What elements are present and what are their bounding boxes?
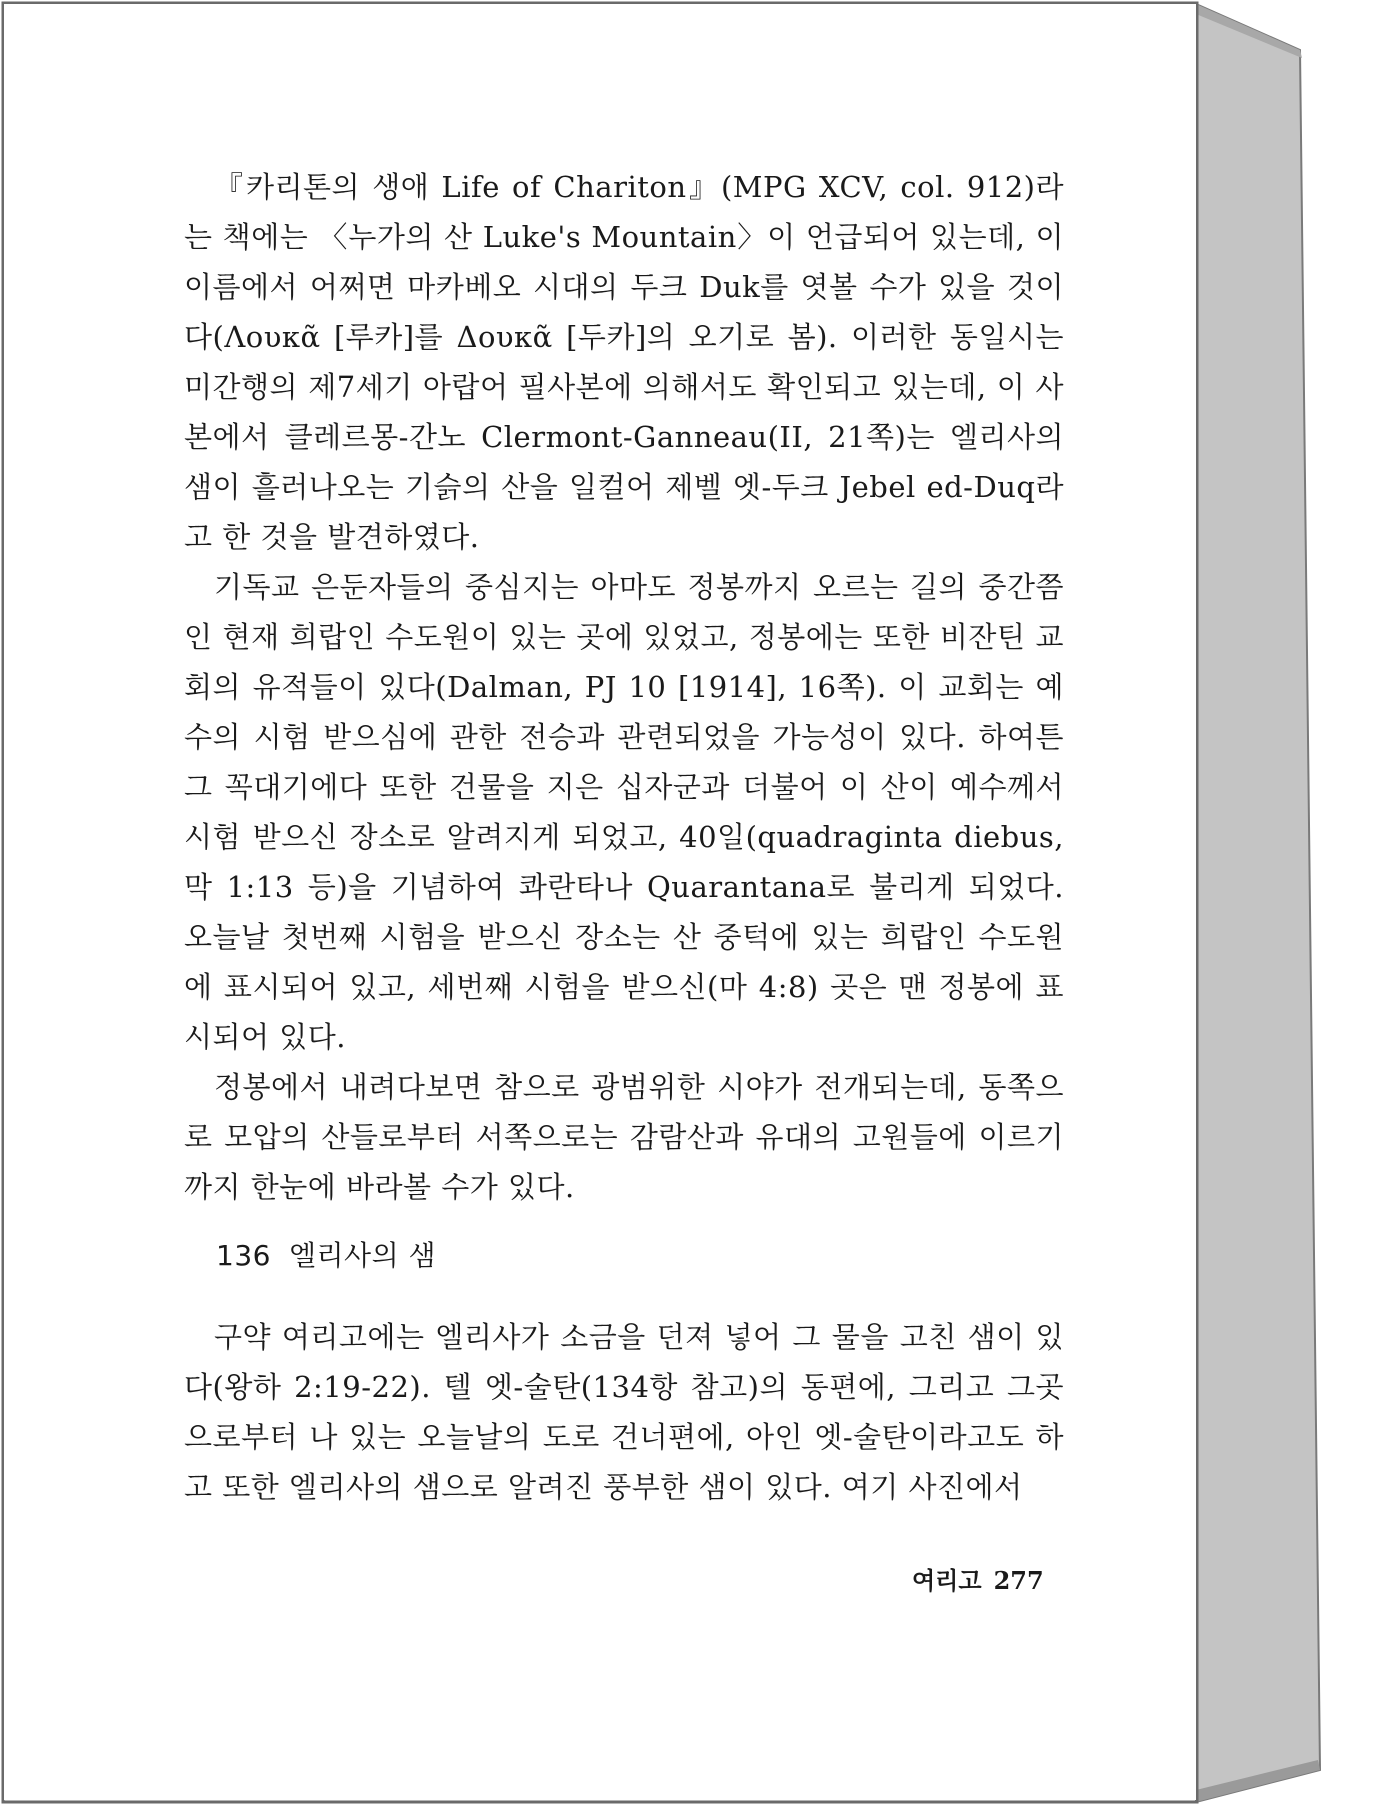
- section-number: 136: [216, 1239, 271, 1272]
- paragraph-2: 기독교 은둔자들의 중심지는 아마도 정봉까지 오르는 길의 중간쯤인 현재 희랍인 수도원이 있는 곳에 있었고, 정봉에는 또한 비잔틴 교회의 유적들이 있다(Dalman, PJ 10 [1914], 16쪽). 이 교회는 예수의 시험 받으심에 관한 전승과 관련되었을 가능성이 있다. 하여튼 그 꼭대기에다 또한 건물을 지은 십자군과 더불어 이 산이 예수께서 시험 받으신 장소로 알려지게 되었고, 40일(quadraginta diebus, 막 1:13 등)을 기념하여 콰란타나 Quarantana로 불리게 되었다. 오늘날 첫번째 시험을 받으신 장소는 산 중턱에 있는 희랍인 수도원에 표시되어 있고, 세번째 시험을 받으신(마 4:8) 곳은 맨 정봉에 표시되어 있다.: [184, 570, 1064, 1054]
- running-title: 여리고: [912, 1567, 982, 1595]
- paragraph-1: 『카리톤의 생애 Life of Chariton』(MPG XCV, col. 912)라는 책에는 〈누가의 산 Luke's Mountain〉이 언급되어 있는데, 이 이름에서 어쩌면 마카베오 시대의 두크 Duk를 엿볼 수가 있을 것이다(Λουκᾶ [루카]를 Δουκᾶ [두카]의 오기로 봄). 이러한 동일시는 미간행의 제7세기 아랍어 필사본에 의해서도 확인되고 있는데, 이 사본에서 클레르몽-간노 Clermont-Ganneau(II, 21쪽)는 엘리사의 샘이 흘러나오는 기슭의 산을 일컬어 제벨 엣-두크 Jebel ed-Duq라고 한 것을 발견하였다.: [184, 170, 1064, 554]
- page-footer: [912, 1563, 1044, 1599]
- body-text: [184, 162, 1064, 1212]
- section-body-text: [184, 1312, 1064, 1512]
- section-paragraph-1: 구약 여리고에는 엘리사가 소금을 던져 넣어 그 물을 고친 샘이 있다(왕하 2:19-22). 텔 엣-술탄(134항 참고)의 동편에, 그리고 그곳으로부터 나 있는 오늘날의 도로 건너편에, 아인 엣-술탄이라고도 하고 또한 엘리사의 샘으로 알려진 풍부한 샘이 있다. 여기 사진에서: [184, 1320, 1064, 1504]
- page: [4, 4, 1196, 1800]
- page-number: 277: [993, 1566, 1044, 1595]
- section-title: 엘리사의 샘: [288, 1239, 437, 1272]
- section-heading: [216, 1236, 436, 1276]
- paragraph-3: 정봉에서 내려다보면 참으로 광범위한 시야가 전개되는데, 동쪽으로 모압의 산들로부터 서쪽으로는 감람산과 유대의 고원들에 이르기까지 한눈에 바라볼 수가 있다.: [184, 1070, 1064, 1204]
